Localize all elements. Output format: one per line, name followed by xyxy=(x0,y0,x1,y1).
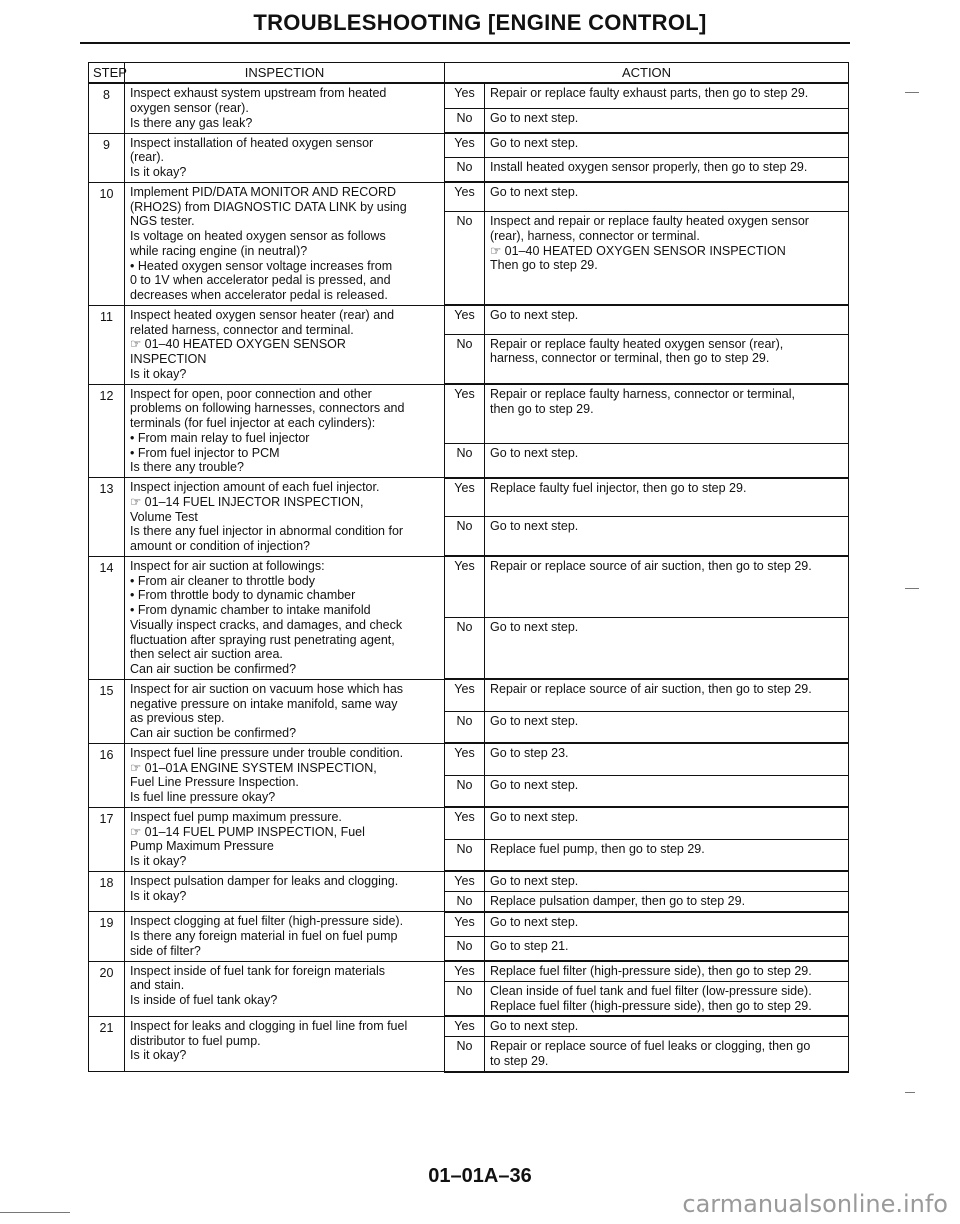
action-text: Go to step 23. xyxy=(485,743,849,775)
scan-mark xyxy=(905,588,919,589)
inspection-text: Inspect fuel line pressure under trouble condition. ☞ 01–01A ENGINE SYSTEM INSPECTION, Fuel Line Pressure Inspection. Is fuel line pressure okay? xyxy=(125,743,445,807)
action-text: Go to next step. xyxy=(485,711,849,743)
scan-mark xyxy=(0,1212,70,1213)
action-text: Repair or replace source of fuel leaks or clogging, then go to step 29. xyxy=(485,1037,849,1072)
table-row xyxy=(89,384,849,443)
table-body xyxy=(89,83,849,1071)
answer-label: No xyxy=(445,212,485,306)
answer-label: No xyxy=(445,517,485,556)
table-row xyxy=(89,182,849,211)
step-number: 10 xyxy=(89,182,125,305)
action-text: Clean inside of fuel tank and fuel filter (low-pressure side). Replace fuel filter (high-pressure side), then go to step 29. xyxy=(485,981,849,1016)
header-inspection: INSPECTION xyxy=(125,63,445,84)
step-number: 12 xyxy=(89,384,125,478)
action-text: Replace fuel pump, then go to step 29. xyxy=(485,839,849,871)
action-text: Go to step 21. xyxy=(485,936,849,961)
inspection-text: Inspect for air suction at followings: • From air cleaner to throttle body • From throttle body to dynamic chamber • From dynamic chamber to intake manifold Visually inspect cracks, and damages, and check fluctuation after spraying rust penetrating agent, then select air suction area. Can air suction be confirmed? xyxy=(125,556,445,679)
answer-label: Yes xyxy=(445,961,485,981)
scan-mark xyxy=(905,92,919,93)
answer-label: Yes xyxy=(445,182,485,211)
page-number: 01–01A–36 xyxy=(428,1165,532,1187)
action-text: Go to next step. xyxy=(485,182,849,211)
scan-mark xyxy=(905,1092,915,1093)
inspection-text: Inspect installation of heated oxygen sensor (rear). Is it okay? xyxy=(125,133,445,182)
answer-label: Yes xyxy=(445,743,485,775)
answer-label: No xyxy=(445,108,485,133)
answer-label: Yes xyxy=(445,912,485,937)
inspection-text: Inspect pulsation damper for leaks and clogging. Is it okay? xyxy=(125,871,445,912)
table-row xyxy=(89,1016,849,1036)
action-text: Repair or replace faulty heated oxygen sensor (rear), harness, connector or terminal, then go to step 29. xyxy=(485,334,849,384)
answer-label: No xyxy=(445,775,485,807)
answer-label: No xyxy=(445,892,485,912)
answer-label: No xyxy=(445,711,485,743)
answer-label: Yes xyxy=(445,478,485,517)
action-text: Go to next step. xyxy=(485,1016,849,1036)
action-text: Go to next step. xyxy=(485,871,849,891)
answer-label: Yes xyxy=(445,83,485,108)
action-text: Go to next step. xyxy=(485,305,849,334)
table-row xyxy=(89,133,849,158)
answer-label: Yes xyxy=(445,384,485,443)
table-row xyxy=(89,807,849,839)
answer-label: No xyxy=(445,158,485,183)
step-number: 18 xyxy=(89,871,125,912)
inspection-text: Inspect inside of fuel tank for foreign materials and stain. Is inside of fuel tank okay? xyxy=(125,961,445,1016)
action-text: Repair or replace source of air suction, then go to step 29. xyxy=(485,556,849,618)
watermark: carmanualsonline.info xyxy=(682,1190,948,1218)
action-text: Repair or replace source of air suction, then go to step 29. xyxy=(485,679,849,711)
step-number: 19 xyxy=(89,912,125,961)
inspection-text: Inspect for leaks and clogging in fuel line from fuel distributor to fuel pump. Is it okay? xyxy=(125,1016,445,1071)
inspection-text: Inspect clogging at fuel filter (high-pressure side). Is there any foreign material in fuel on fuel pump side of filter? xyxy=(125,912,445,961)
table-row xyxy=(89,679,849,711)
action-text: Go to next step. xyxy=(485,618,849,680)
answer-label: Yes xyxy=(445,1016,485,1036)
table-row xyxy=(89,83,849,108)
inspection-text: Inspect for air suction on vacuum hose which has negative pressure on intake manifold, same way as previous step. Can air suction be confirmed? xyxy=(125,679,445,743)
inspection-text: Implement PID/DATA MONITOR AND RECORD (RHO2S) from DIAGNOSTIC DATA LINK by using NGS tester. Is voltage on heated oxygen sensor as follows while racing engine (in neutral)? • Heated oxygen sensor voltage increases from 0 to 1V when accelerator pedal is pressed, and decreases when accelerator pedal is released. xyxy=(125,182,445,305)
table-header-row xyxy=(89,63,849,84)
answer-label: No xyxy=(445,1037,485,1072)
action-text: Repair or replace faulty harness, connector or terminal, then go to step 29. xyxy=(485,384,849,443)
table-row xyxy=(89,556,849,618)
action-text: Go to next step. xyxy=(485,133,849,158)
action-text: Go to next step. xyxy=(485,443,849,477)
inspection-text: Inspect fuel pump maximum pressure. ☞ 01–14 FUEL PUMP INSPECTION, Fuel Pump Maximum Pressure Is it okay? xyxy=(125,807,445,871)
header-action: ACTION xyxy=(445,63,849,84)
step-number: 17 xyxy=(89,807,125,871)
table-row xyxy=(89,871,849,891)
answer-label: Yes xyxy=(445,807,485,839)
step-number: 8 xyxy=(89,83,125,133)
table-row xyxy=(89,961,849,981)
step-number: 21 xyxy=(89,1016,125,1071)
action-text: Install heated oxygen sensor properly, then go to step 29. xyxy=(485,158,849,183)
action-text: Repair or replace faulty exhaust parts, then go to step 29. xyxy=(485,83,849,108)
table-row xyxy=(89,305,849,334)
answer-label: No xyxy=(445,981,485,1016)
action-text: Go to next step. xyxy=(485,108,849,133)
action-text: Inspect and repair or replace faulty heated oxygen sensor (rear), harness, connector or terminal. ☞ 01–40 HEATED OXYGEN SENSOR INSPECTION Then go to step 29. xyxy=(485,212,849,306)
title-underline xyxy=(80,42,850,44)
answer-label: Yes xyxy=(445,679,485,711)
table-row xyxy=(89,743,849,775)
step-number: 9 xyxy=(89,133,125,182)
step-number: 14 xyxy=(89,556,125,679)
answer-label: Yes xyxy=(445,871,485,891)
inspection-text: Inspect heated oxygen sensor heater (rear) and related harness, connector and terminal. ☞ 01–40 HEATED OXYGEN SENSOR INSPECTION Is it okay? xyxy=(125,305,445,384)
answer-label: No xyxy=(445,618,485,680)
answer-label: No xyxy=(445,839,485,871)
table-row xyxy=(89,912,849,937)
header-step: STEP xyxy=(89,63,125,84)
step-number: 20 xyxy=(89,961,125,1016)
action-text: Go to next step. xyxy=(485,807,849,839)
step-number: 11 xyxy=(89,305,125,384)
step-number: 15 xyxy=(89,679,125,743)
answer-label: No xyxy=(445,443,485,477)
inspection-text: Inspect for open, poor connection and other problems on following harnesses, connectors and terminals (for fuel injector at each cylinders): • From main relay to fuel injector • From fuel injector to PCM Is there any trouble? xyxy=(125,384,445,478)
step-number: 16 xyxy=(89,743,125,807)
inspection-text: Inspect injection amount of each fuel injector. ☞ 01–14 FUEL INJECTOR INSPECTION, Volume Test Is there any fuel injector in abnormal condition for amount or condition of injection? xyxy=(125,478,445,557)
answer-label: Yes xyxy=(445,556,485,618)
action-text: Replace faulty fuel injector, then go to step 29. xyxy=(485,478,849,517)
action-text: Go to next step. xyxy=(485,517,849,556)
table-row xyxy=(89,478,849,517)
action-text: Replace fuel filter (high-pressure side), then go to step 29. xyxy=(485,961,849,981)
inspection-text: Inspect exhaust system upstream from heated oxygen sensor (rear). Is there any gas leak? xyxy=(125,83,445,133)
action-text: Go to next step. xyxy=(485,912,849,937)
answer-label: No xyxy=(445,334,485,384)
answer-label: No xyxy=(445,936,485,961)
page-title: TROUBLESHOOTING [ENGINE CONTROL] xyxy=(253,10,707,35)
step-number: 13 xyxy=(89,478,125,557)
action-text: Replace pulsation damper, then go to step 29. xyxy=(485,892,849,912)
answer-label: Yes xyxy=(445,133,485,158)
action-text: Go to next step. xyxy=(485,775,849,807)
answer-label: Yes xyxy=(445,305,485,334)
troubleshooting-table xyxy=(88,62,849,1073)
